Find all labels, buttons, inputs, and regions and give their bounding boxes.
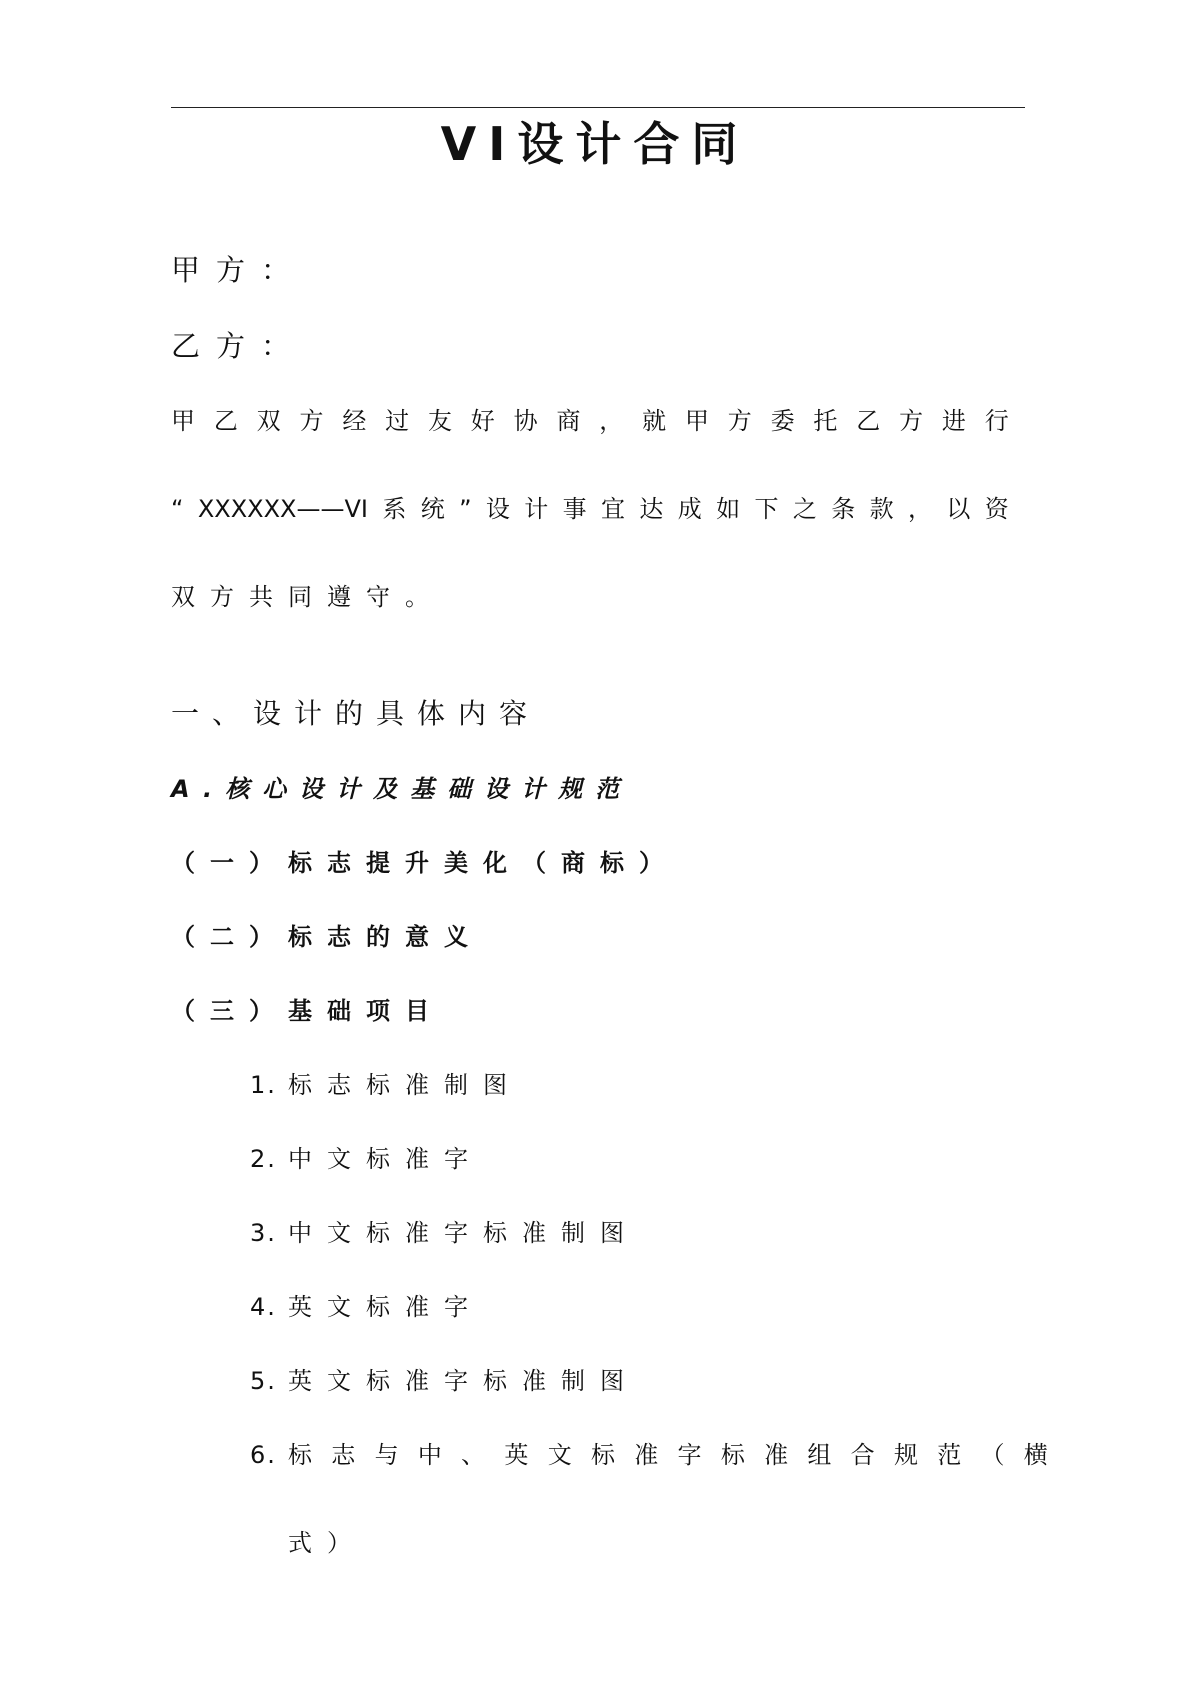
list-item-6-char: 与 [374,1441,399,1469]
intro-line-1-char: 甲 [684,407,709,435]
intro-line-2-char: 系 [382,495,407,523]
list-item-6-char: （ [980,1441,1005,1469]
list-item [250,1364,639,1398]
party-b-label: 乙方： [171,329,307,363]
list-item [250,1216,639,1250]
intro-line-2-char: 达 [639,495,664,523]
intro-line-1-char: 协 [513,407,538,435]
list-text: 标志标准制图 [288,1071,522,1099]
item-heading-3: （三）基础项目 [171,997,444,1025]
intro-line-2-char: 设 [485,495,510,523]
intro-line-2-char: ， [908,495,933,523]
intro-line-2-char: ” [459,495,472,523]
list-item-6-char: 准 [634,1441,659,1469]
list-number: 5. [250,1367,277,1395]
list-item-6-char: 合 [850,1441,875,1469]
intro-line-1-char: 过 [385,407,410,435]
list-item-6-char: 英 [504,1441,529,1469]
list-text: 中文标准字标准制图 [288,1219,639,1247]
list-number: 4. [250,1293,277,1321]
intro-line-1-char: 好 [470,407,495,435]
item-heading-1: （一）标志提升美化（商标） [171,849,678,877]
list-item-6-char: 准 [764,1441,789,1469]
list-item [250,1068,522,1102]
intro-line-1-char: 就 [642,407,667,435]
list-item-6-char: 、 [461,1441,486,1469]
intro-line-1-char: 友 [427,407,452,435]
intro-line-1-char: 进 [941,407,966,435]
list-item-6-char: 组 [807,1441,832,1469]
list-number: 3. [250,1219,277,1247]
list-text: 英文标准字标准制图 [288,1367,639,1395]
list-item-6-char: 中 [417,1441,442,1469]
list-item-6-char: 范 [937,1441,962,1469]
list-item [250,1142,483,1176]
intro-line-1-char: 委 [770,407,795,435]
intro-line-1-char: 乙 [213,407,238,435]
list-item-6 [250,1438,1048,1472]
intro-line-2 [171,492,1009,526]
intro-line-1-char: 行 [984,407,1009,435]
top-rule [171,107,1025,108]
intro-line-2-char: “ [171,495,184,523]
list-item-6-char: 志 [331,1441,356,1469]
intro-line-2-char: 条 [831,495,856,523]
intro-line-1-char: 商 [556,407,581,435]
list-item-6-char: 标 [590,1441,615,1469]
intro-line-1-char: 方 [899,407,924,435]
list-text: 英文标准字 [288,1293,483,1321]
section-heading-1: 一、设计的具体内容 [171,697,541,730]
intro-line-2-char: 统 [420,495,445,523]
list-item-6-char: 字 [677,1441,702,1469]
item-heading-2: （二）标志的意义 [171,923,483,951]
list-item [250,1290,483,1324]
intro-line-1-char: 托 [813,407,838,435]
document-title: VI设计合同 [440,117,750,171]
list-number: 1. [250,1071,277,1099]
list-item-6-char: 横 [1023,1441,1048,1469]
intro-line-1 [171,404,1009,438]
list-item-6-char: 规 [893,1441,918,1469]
intro-line-2-char: 下 [754,495,779,523]
list-number: 6. [250,1441,277,1469]
list-text: 中文标准字 [288,1145,483,1173]
subsection-a-heading: A.核心设计及基础设计规范 [171,775,633,803]
list-item-6-continuation: 式） [288,1529,366,1557]
intro-line-2-char: 款 [869,495,894,523]
list-item-6-char: 标 [720,1441,745,1469]
intro-line-2-char: 如 [716,495,741,523]
intro-line-2-char: 资 [984,495,1009,523]
intro-line-1-char: 方 [299,407,324,435]
list-number: 2. [250,1145,277,1173]
intro-line-1-char: 乙 [856,407,881,435]
intro-line-1-char: 双 [256,407,281,435]
list-item-6-char: 标 [288,1441,312,1469]
intro-line-2-char: 以 [946,495,971,523]
intro-line-1-char: ， [599,407,624,435]
intro-line-2-char: 成 [677,495,702,523]
list-item-6-char: 文 [547,1441,572,1469]
list-text [288,1438,1048,1472]
intro-line-2-char: 计 [524,495,549,523]
intro-line-2-char: 之 [792,495,817,523]
intro-line-3: 双方共同遵守。 [171,583,444,611]
intro-line-2-char: XXXXXX——VI [197,495,368,523]
intro-line-2-char: 宜 [601,495,626,523]
intro-line-1-char: 经 [342,407,367,435]
intro-line-1-char: 方 [727,407,752,435]
intro-line-2-char: 事 [562,495,587,523]
intro-line-1-char: 甲 [171,407,195,435]
party-a-label: 甲方： [171,253,307,287]
